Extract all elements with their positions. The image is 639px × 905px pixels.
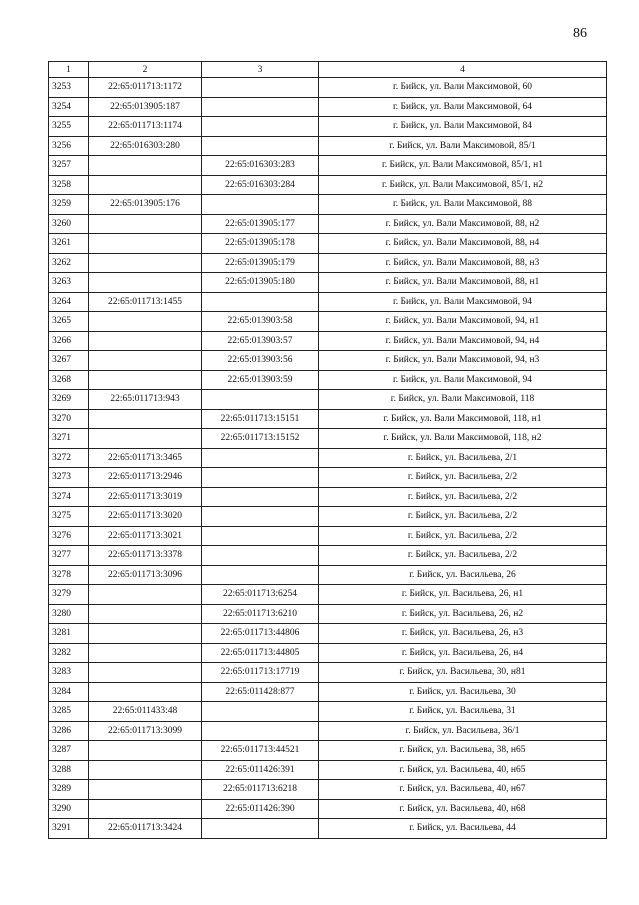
row-number-cell: 3263: [49, 273, 89, 293]
sub-cadastral-number-cell: 22:65:013903:59: [202, 370, 319, 390]
sub-cadastral-number-cell: 22:65:011426:391: [202, 760, 319, 780]
sub-cadastral-number-cell: [202, 195, 319, 215]
column-header-land-cadastral: 2: [89, 62, 202, 78]
cadastral-number-cell: [89, 682, 202, 702]
sub-cadastral-number-cell: [202, 721, 319, 741]
address-cell: г. Бийск, ул. Вали Максимовой, 64: [319, 97, 607, 117]
address-cell: г. Бийск, ул. Васильева, 30: [319, 682, 607, 702]
address-cell: г. Бийск, ул. Вали Максимовой, 94: [319, 370, 607, 390]
table-row: [49, 526, 607, 546]
cadastral-number-cell: [89, 663, 202, 683]
address-cell: г. Бийск, ул. Васильева, 2/2: [319, 507, 607, 527]
cadastral-number-cell: 22:65:011713:2946: [89, 468, 202, 488]
row-number-cell: 3281: [49, 624, 89, 644]
row-number-cell: 3260: [49, 214, 89, 234]
table-row: [49, 721, 607, 741]
row-number-cell: 3256: [49, 136, 89, 156]
table-row: [49, 819, 607, 839]
column-header-number: 1: [49, 62, 89, 78]
cadastral-number-cell: [89, 253, 202, 273]
cadastral-number-cell: [89, 234, 202, 254]
address-cell: г. Бийск, ул. Васильева, 2/2: [319, 526, 607, 546]
cadastral-number-cell: 22:65:013905:187: [89, 97, 202, 117]
row-number-cell: 3258: [49, 175, 89, 195]
address-cell: г. Бийск, ул. Вали Максимовой, 94, н4: [319, 331, 607, 351]
row-number-cell: 3289: [49, 780, 89, 800]
row-number-cell: 3261: [49, 234, 89, 254]
address-cell: г. Бийск, ул. Васильева, 2/2: [319, 546, 607, 566]
row-number-cell: 3276: [49, 526, 89, 546]
cadastral-number-cell: [89, 273, 202, 293]
sub-cadastral-number-cell: [202, 702, 319, 722]
table-row: [49, 487, 607, 507]
row-number-cell: 3254: [49, 97, 89, 117]
table-row: [49, 780, 607, 800]
row-number-cell: 3273: [49, 468, 89, 488]
sub-cadastral-number-cell: 22:65:011713:15151: [202, 409, 319, 429]
address-cell: г. Бийск, ул. Вали Максимовой, 94, н3: [319, 351, 607, 371]
table-row: [49, 175, 607, 195]
address-cell: г. Бийск, ул. Васильева, 2/2: [319, 487, 607, 507]
table-row: [49, 156, 607, 176]
sub-cadastral-number-cell: [202, 565, 319, 585]
address-cell: г. Бийск, ул. Вали Максимовой, 85/1: [319, 136, 607, 156]
row-number-cell: 3287: [49, 741, 89, 761]
table-row: [49, 507, 607, 527]
cadastral-number-cell: [89, 156, 202, 176]
row-number-cell: 3275: [49, 507, 89, 527]
address-cell: г. Бийск, ул. Вали Максимовой, 88, н4: [319, 234, 607, 254]
cadastral-number-cell: [89, 741, 202, 761]
row-number-cell: 3286: [49, 721, 89, 741]
table-row: [49, 273, 607, 293]
table-row: [49, 585, 607, 605]
cadastral-number-cell: [89, 214, 202, 234]
row-number-cell: 3267: [49, 351, 89, 371]
address-cell: г. Бийск, ул. Вали Максимовой, 88, н1: [319, 273, 607, 293]
row-number-cell: 3285: [49, 702, 89, 722]
sub-cadastral-number-cell: [202, 468, 319, 488]
address-cell: г. Бийск, ул. Вали Максимовой, 88: [319, 195, 607, 215]
row-number-cell: 3278: [49, 565, 89, 585]
row-number-cell: 3257: [49, 156, 89, 176]
sub-cadastral-number-cell: [202, 448, 319, 468]
table-row: [49, 97, 607, 117]
cadastral-number-cell: 22:65:011713:943: [89, 390, 202, 410]
table-row: [49, 546, 607, 566]
sub-cadastral-number-cell: [202, 819, 319, 839]
sub-cadastral-number-cell: [202, 78, 319, 98]
cadastral-number-cell: [89, 351, 202, 371]
cadastral-number-cell: [89, 604, 202, 624]
cadastral-number-cell: 22:65:011713:1455: [89, 292, 202, 312]
cadastral-number-cell: [89, 585, 202, 605]
cadastral-number-cell: 22:65:011713:3378: [89, 546, 202, 566]
address-cell: г. Бийск, ул. Васильева, 2/2: [319, 468, 607, 488]
table-row: [49, 604, 607, 624]
cadastral-number-cell: [89, 331, 202, 351]
address-cell: г. Бийск, ул. Вали Максимовой, 118, н1: [319, 409, 607, 429]
table-row: [49, 253, 607, 273]
cadastral-number-cell: 22:65:011713:3020: [89, 507, 202, 527]
table-row: [49, 78, 607, 98]
table-row: [49, 292, 607, 312]
sub-cadastral-number-cell: 22:65:016303:283: [202, 156, 319, 176]
column-header-premises-cadastral: 3: [202, 62, 319, 78]
address-cell: г. Бийск, ул. Васильева, 36/1: [319, 721, 607, 741]
table-row: [49, 390, 607, 410]
table-row: [49, 682, 607, 702]
cadastral-number-cell: 22:65:013905:176: [89, 195, 202, 215]
row-number-cell: 3270: [49, 409, 89, 429]
row-number-cell: 3268: [49, 370, 89, 390]
cadastral-number-cell: 22:65:011713:3465: [89, 448, 202, 468]
table-row: [49, 624, 607, 644]
row-number-cell: 3282: [49, 643, 89, 663]
address-cell: г. Бийск, ул. Васильева, 26, н2: [319, 604, 607, 624]
cadastral-number-cell: 22:65:011713:3019: [89, 487, 202, 507]
table-row: [49, 643, 607, 663]
cadastral-number-cell: [89, 760, 202, 780]
cadastral-number-cell: 22:65:011713:3096: [89, 565, 202, 585]
table-row: [49, 214, 607, 234]
cadastral-number-cell: 22:65:011713:3424: [89, 819, 202, 839]
sub-cadastral-number-cell: 22:65:011713:6218: [202, 780, 319, 800]
table-row: [49, 136, 607, 156]
address-cell: г. Бийск, ул. Васильева, 30, н81: [319, 663, 607, 683]
cadastral-number-cell: 22:65:011713:1174: [89, 117, 202, 137]
row-number-cell: 3280: [49, 604, 89, 624]
sub-cadastral-number-cell: [202, 390, 319, 410]
cadastral-number-cell: [89, 624, 202, 644]
row-number-cell: 3291: [49, 819, 89, 839]
sub-cadastral-number-cell: [202, 526, 319, 546]
sub-cadastral-number-cell: 22:65:013903:57: [202, 331, 319, 351]
table-row: [49, 429, 607, 449]
table-row: [49, 799, 607, 819]
cadastral-number-cell: [89, 799, 202, 819]
sub-cadastral-number-cell: 22:65:013903:56: [202, 351, 319, 371]
row-number-cell: 3279: [49, 585, 89, 605]
cadastral-number-cell: [89, 429, 202, 449]
row-number-cell: 3272: [49, 448, 89, 468]
cadastral-number-cell: [89, 370, 202, 390]
sub-cadastral-number-cell: 22:65:011428:877: [202, 682, 319, 702]
sub-cadastral-number-cell: 22:65:013905:177: [202, 214, 319, 234]
sub-cadastral-number-cell: 22:65:016303:284: [202, 175, 319, 195]
table-row: [49, 565, 607, 585]
address-cell: г. Бийск, ул. Вали Максимовой, 118, н2: [319, 429, 607, 449]
address-cell: г. Бийск, ул. Васильева, 40, н68: [319, 799, 607, 819]
address-cell: г. Бийск, ул. Вали Максимовой, 88, н3: [319, 253, 607, 273]
table-row: [49, 468, 607, 488]
row-number-cell: 3290: [49, 799, 89, 819]
cadastral-number-cell: 22:65:011433:48: [89, 702, 202, 722]
address-cell: г. Бийск, ул. Вали Максимовой, 84: [319, 117, 607, 137]
row-number-cell: 3262: [49, 253, 89, 273]
address-cell: г. Бийск, ул. Васильева, 26: [319, 565, 607, 585]
page-number: 86: [573, 26, 587, 41]
sub-cadastral-number-cell: [202, 292, 319, 312]
row-number-cell: 3253: [49, 78, 89, 98]
table-row: [49, 741, 607, 761]
address-cell: г. Бийск, ул. Васильева, 26, н4: [319, 643, 607, 663]
address-cell: г. Бийск, ул. Вали Максимовой, 94: [319, 292, 607, 312]
cadastral-number-cell: 22:65:011713:3099: [89, 721, 202, 741]
sub-cadastral-number-cell: 22:65:011713:6254: [202, 585, 319, 605]
sub-cadastral-number-cell: 22:65:011713:17719: [202, 663, 319, 683]
address-cell: г. Бийск, ул. Вали Максимовой, 60: [319, 78, 607, 98]
row-number-cell: 3266: [49, 331, 89, 351]
sub-cadastral-number-cell: 22:65:011713:44805: [202, 643, 319, 663]
table-row: [49, 448, 607, 468]
address-cell: г. Бийск, ул. Васильева, 31: [319, 702, 607, 722]
sub-cadastral-number-cell: 22:65:011713:44806: [202, 624, 319, 644]
sub-cadastral-number-cell: 22:65:013905:178: [202, 234, 319, 254]
row-number-cell: 3288: [49, 760, 89, 780]
row-number-cell: 3264: [49, 292, 89, 312]
table-row: [49, 409, 607, 429]
sub-cadastral-number-cell: [202, 507, 319, 527]
table-header-row: [49, 62, 607, 78]
table-row: [49, 234, 607, 254]
sub-cadastral-number-cell: 22:65:013905:179: [202, 253, 319, 273]
cadastral-number-cell: [89, 409, 202, 429]
cadastral-number-cell: [89, 643, 202, 663]
address-cell: г. Бийск, ул. Вали Максимовой, 85/1, н1: [319, 156, 607, 176]
row-number-cell: 3283: [49, 663, 89, 683]
cadastral-number-cell: [89, 780, 202, 800]
address-cell: г. Бийск, ул. Васильева, 2/1: [319, 448, 607, 468]
row-number-cell: 3255: [49, 117, 89, 137]
table-row: [49, 195, 607, 215]
address-cell: г. Бийск, ул. Васильева, 38, н65: [319, 741, 607, 761]
row-number-cell: 3265: [49, 312, 89, 332]
sub-cadastral-number-cell: 22:65:013905:180: [202, 273, 319, 293]
column-header-address: 4: [319, 62, 607, 78]
address-cell: г. Бийск, ул. Вали Максимовой, 118: [319, 390, 607, 410]
row-number-cell: 3259: [49, 195, 89, 215]
sub-cadastral-number-cell: [202, 136, 319, 156]
row-number-cell: 3269: [49, 390, 89, 410]
cadastral-number-cell: 22:65:011713:1172: [89, 78, 202, 98]
sub-cadastral-number-cell: [202, 546, 319, 566]
table-row: [49, 702, 607, 722]
address-cell: г. Бийск, ул. Вали Максимовой, 94, н1: [319, 312, 607, 332]
address-cell: г. Бийск, ул. Васильева, 40, н65: [319, 760, 607, 780]
sub-cadastral-number-cell: 22:65:011426:390: [202, 799, 319, 819]
cadastral-number-cell: 22:65:011713:3021: [89, 526, 202, 546]
table-row: [49, 331, 607, 351]
row-number-cell: 3271: [49, 429, 89, 449]
property-register-table: [48, 61, 607, 839]
table-row: [49, 760, 607, 780]
sub-cadastral-number-cell: 22:65:011713:44521: [202, 741, 319, 761]
row-number-cell: 3284: [49, 682, 89, 702]
address-cell: г. Бийск, ул. Вали Максимовой, 88, н2: [319, 214, 607, 234]
address-cell: г. Бийск, ул. Вали Максимовой, 85/1, н2: [319, 175, 607, 195]
address-cell: г. Бийск, ул. Васильева, 40, н67: [319, 780, 607, 800]
cadastral-number-cell: 22:65:016303:280: [89, 136, 202, 156]
sub-cadastral-number-cell: 22:65:011713:15152: [202, 429, 319, 449]
sub-cadastral-number-cell: 22:65:013903:58: [202, 312, 319, 332]
sub-cadastral-number-cell: [202, 117, 319, 137]
row-number-cell: 3277: [49, 546, 89, 566]
table-row: [49, 663, 607, 683]
cadastral-number-cell: [89, 312, 202, 332]
address-cell: г. Бийск, ул. Васильева, 44: [319, 819, 607, 839]
sub-cadastral-number-cell: 22:65:011713:6210: [202, 604, 319, 624]
address-cell: г. Бийск, ул. Васильева, 26, н3: [319, 624, 607, 644]
address-cell: г. Бийск, ул. Васильева, 26, н1: [319, 585, 607, 605]
sub-cadastral-number-cell: [202, 97, 319, 117]
cadastral-number-cell: [89, 175, 202, 195]
row-number-cell: 3274: [49, 487, 89, 507]
sub-cadastral-number-cell: [202, 487, 319, 507]
table-row: [49, 312, 607, 332]
table-row: [49, 351, 607, 371]
table-row: [49, 370, 607, 390]
table-row: [49, 117, 607, 137]
